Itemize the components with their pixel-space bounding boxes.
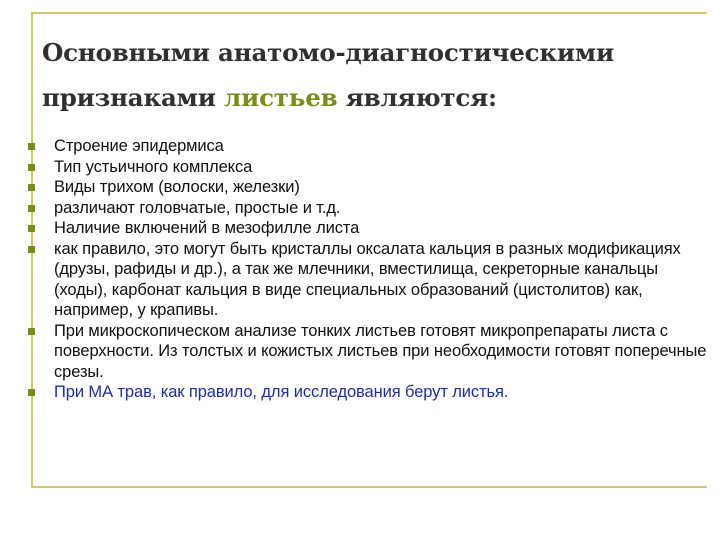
title-accent-word: листьев [224, 83, 338, 112]
bullet-item [28, 239, 708, 321]
square-bullet-icon [28, 389, 35, 396]
bottom-horizontal-rule [31, 486, 707, 488]
bullet-text: Виды трихом (волоски, железки) [54, 178, 300, 196]
bullet-list [28, 136, 708, 403]
square-bullet-icon [28, 246, 35, 253]
bullet-item [28, 198, 708, 219]
square-bullet-icon [28, 205, 35, 212]
bullet-item-highlighted [28, 382, 708, 403]
bullet-text: различают головчатые, простые и т.д. [54, 198, 341, 217]
square-bullet-icon [28, 225, 35, 232]
square-bullet-icon [28, 328, 35, 335]
bullet-text: Тип устьичного комплекса [54, 157, 253, 176]
bullet-text: Наличие включений в мезофилле листа [54, 219, 360, 237]
bullet-item [28, 177, 708, 198]
bullet-item [28, 218, 708, 239]
slide-title [42, 30, 702, 120]
title-part2: являются: [337, 83, 497, 112]
title-part1: Основными анатомо-диагностическими признаками [42, 38, 614, 112]
square-bullet-icon [28, 143, 35, 150]
bullet-item [28, 321, 708, 383]
square-bullet-icon [28, 164, 35, 171]
bullet-text: При микроскопическом анализе тонких листьев готовят микропрепараты листа с поверхности. Из толстых и кожистых листьев при необходимости готовят поперечные срезы. [54, 321, 707, 381]
bullet-text: как правило, это могут быть кристаллы оксалата кальция в разных модификациях (друзы, рафиды и др.), а так же млечники, вместилища, секреторные канальцы (ходы), карбонат кальция в виде специальных образований (цистолитов) как, например, у крапивы. [54, 239, 681, 319]
bullet-item [28, 157, 708, 178]
bullet-text: Строение эпидермиса [54, 137, 224, 155]
top-horizontal-rule [31, 12, 707, 14]
bullet-text: При МА трав, как правило, для исследования берут листья. [54, 383, 509, 401]
square-bullet-icon [28, 184, 35, 191]
bullet-item [28, 136, 708, 157]
